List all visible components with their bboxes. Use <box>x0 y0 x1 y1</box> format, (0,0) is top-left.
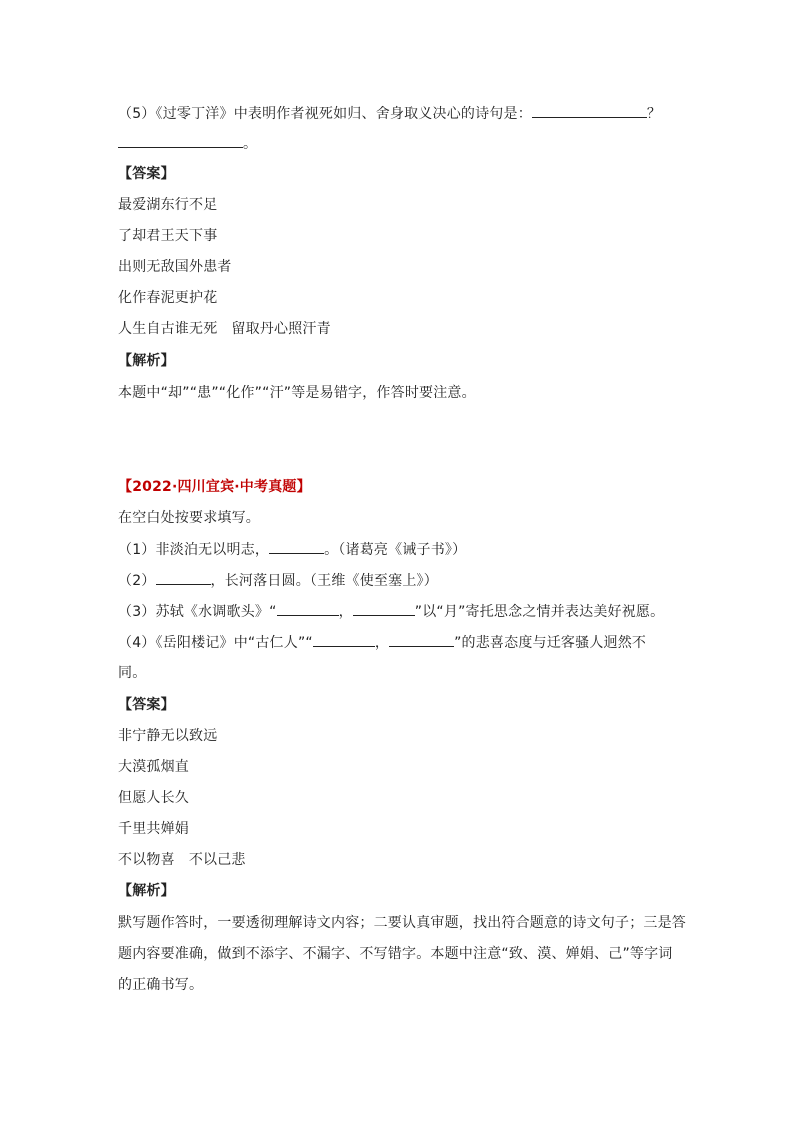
answer-blank <box>389 632 454 647</box>
answer-blank <box>118 133 243 148</box>
answer-line: 化作春泥更护花 <box>118 290 218 306</box>
separator: ， <box>374 635 390 651</box>
question-4-wrap: 同。 <box>118 665 147 681</box>
answer-part: 人生自古谁无死 <box>118 321 218 337</box>
analysis-line: 题内容要准确，做到不添字、不漏字、不写错字。本题中注意“致、漠、婵娟、己”等字词 <box>118 946 673 962</box>
question-2-line <box>118 570 438 591</box>
answer-line: 了却君王天下事 <box>118 228 218 244</box>
question-4-suffix: ”的悲喜态度与迁客骚人迥然不 <box>454 635 647 651</box>
answer-line <box>118 850 246 870</box>
answer-line <box>118 319 331 339</box>
question-4-line <box>118 632 646 653</box>
question-5-line-2 <box>118 133 257 154</box>
answer-part: 不以物喜 <box>118 852 175 868</box>
separator: ， <box>338 604 353 620</box>
answer-line: 非宁静无以致远 <box>118 728 218 744</box>
answer-blank <box>532 103 647 118</box>
question-3-line <box>118 601 664 622</box>
answer-heading: 【答案】 <box>118 166 175 182</box>
answer-part: 留取丹心照汗青 <box>231 321 331 337</box>
answer-blank <box>313 632 375 647</box>
answer-blank <box>353 601 415 616</box>
question-4-text: （4）《岳阳楼记》中“古仁人”“ <box>118 635 313 651</box>
question-2-text: ，长河落日圆。（王维《使至塞上》） <box>210 573 438 589</box>
question-5-line <box>118 103 661 124</box>
question-5-text: （5）《过零丁洋》中表明作者视死如归、舍身取义决心的诗句是： <box>118 106 532 122</box>
answer-blank <box>156 570 211 585</box>
question-5-end: 。 <box>243 136 258 152</box>
analysis-line: 的正确书写。 <box>118 977 204 993</box>
question-1-text: （1）非淡泊无以明志， <box>118 542 270 558</box>
analysis-heading: 【解析】 <box>118 883 175 899</box>
question-2-number: （2） <box>118 573 156 589</box>
instruction-text: 在空白处按要求填写。 <box>118 510 260 526</box>
answer-heading: 【答案】 <box>118 697 175 713</box>
source-label: 【2022·四川宜宾·中考真题】 <box>118 479 311 495</box>
question-1-line <box>118 539 466 560</box>
question-5-qmark: ？ <box>646 106 662 122</box>
answer-blank <box>277 601 339 616</box>
analysis-text: 本题中“却”“患”“化作”“汗”等是易错字，作答时要注意。 <box>118 385 476 401</box>
answer-line: 千里共婵娟 <box>118 821 189 837</box>
answer-line: 大漠孤烟直 <box>118 759 189 775</box>
analysis-heading: 【解析】 <box>118 353 175 369</box>
answer-part: 不以己悲 <box>188 852 246 868</box>
answer-line: 出则无敌国外患者 <box>118 259 232 275</box>
analysis-line: 默写题作答时，一要透彻理解诗文内容；二要认真审题，找出符合题意的诗文句子；三是答 <box>118 915 686 931</box>
question-3-suffix: ”以“月”寄托思念之情并表达美好祝愿。 <box>414 604 665 620</box>
question-1-source: 。（诸葛亮《诫子书》） <box>324 542 467 558</box>
answer-blank <box>269 539 324 554</box>
answer-line: 最爱湖东行不足 <box>118 197 218 213</box>
answer-line: 但愿人长久 <box>118 790 189 806</box>
question-3-text: （3）苏轼《水调歌头》“ <box>118 604 277 620</box>
